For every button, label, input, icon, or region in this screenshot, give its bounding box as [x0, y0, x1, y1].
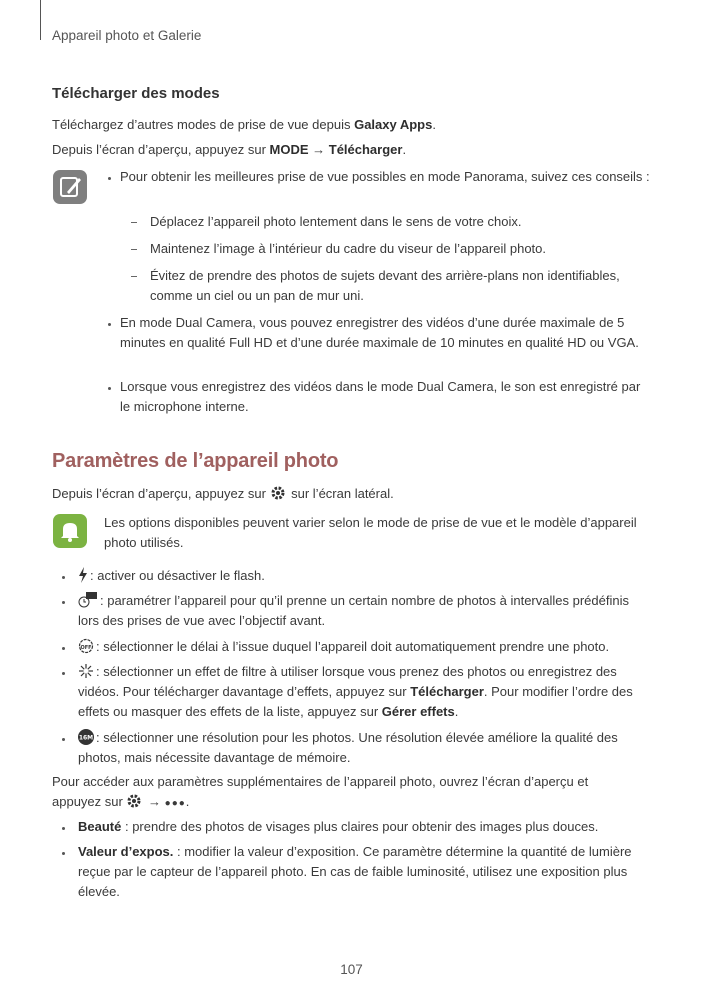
item-exposure: Valeur d’expos. : modifier la valeur d’exposition. Ce paramètre détermine la quantité de lumière reçue par le capteur de l’appareil photo. En cas de faible luminosité, utilisez une exposition plus élevée. [78, 844, 632, 899]
filter-effect-icon [78, 663, 94, 679]
more-options-icon: ●●● [164, 798, 186, 809]
note-bullet [108, 177, 111, 180]
download-line-2: Depuis l’écran d’aperçu, appuyez sur MODE → Télécharger. [52, 142, 407, 157]
note-sub-2: Maintenez l’image à l’intérieur du cadre du viseur de l’appareil photo. [150, 241, 547, 256]
download-line-1: Téléchargez d’autres modes de prise de vue depuis Galaxy Apps. [52, 117, 436, 132]
resolution-icon [78, 729, 94, 745]
pen-note-icon [53, 170, 87, 204]
timer-badge-text: OFF [80, 645, 92, 651]
note-bullet [108, 387, 111, 390]
section-title-settings: Paramètres de l’appareil photo [52, 450, 339, 472]
list-bullet [62, 827, 65, 830]
note-sub-3: Évitez de prendre des photos de sujets devant des arrière-plans non identifiables, comme un ciel ou un pan de mur uni. [150, 268, 620, 303]
section-title-download: Télécharger des modes [52, 85, 220, 102]
list-bullet [62, 672, 65, 675]
item-timer: OFF : sélectionner le délai à l’issue duquel l’appareil doit automatiquement prendre une photo. [78, 637, 658, 657]
more-settings: Pour accéder aux paramètres supplémentaires de l’appareil photo, ouvrez l’écran d’aperçu et appuyez sur → ●●●. [52, 774, 589, 809]
note-dual-duration: En mode Dual Camera, vous pouvez enregistrer des vidéos d’une durée maximale de 5 minutes en qualité Full HD et d’une durée maximale de 10 minutes en qualité HD ou VGA. [120, 315, 639, 350]
resolution-badge-text: 16M [78, 734, 94, 742]
note-sub-1: Déplacez l’appareil photo lentement dans le sens de votre choix. [150, 214, 522, 229]
sub-dash [131, 276, 137, 277]
page-number: 107 [340, 962, 363, 977]
item-flash: : activer ou désactiver le flash. [78, 566, 658, 586]
list-bullet [62, 647, 65, 650]
settings-intro: Depuis l’écran d’aperçu, appuyez sur sur l’écran latéral. [52, 486, 394, 501]
page-edge-marker [40, 0, 41, 40]
item-beaute: Beauté : prendre des photos de visages plus claires pour obtenir des images plus douces. [78, 819, 599, 834]
running-header: Appareil photo et Galerie [52, 28, 202, 43]
note-dual-audio: Lorsque vous enregistrez des vidéos dans le mode Dual Camera, le son est enregistré par le microphone interne. [120, 379, 641, 414]
list-bullet [62, 852, 65, 855]
note-bullet [108, 323, 111, 326]
list-bullet [62, 601, 65, 604]
bell-info-icon [53, 514, 87, 548]
timer-icon [78, 638, 94, 654]
sub-dash [131, 249, 137, 250]
item-interval: : paramétrer l’appareil pour qu’il prenne un certain nombre de photos à intervalles prédéfinis lors des prises de vue avec l’objectif avant. [78, 593, 629, 628]
note-panorama: Pour obtenir les meilleures prise de vue possibles en mode Panorama, suivez ces conseils : [120, 169, 650, 184]
settings-info-note: Les options disponibles peuvent varier selon le mode de prise de vue et le modèle d’appareil photo utilisés. [104, 515, 637, 550]
item-resolution: 16M : sélectionner une résolution pour les photos. Une résolution élevée améliore la qualité des photos, mais nécessite davantage de mémoire. [78, 730, 618, 765]
item-filter: : sélectionner un effet de filtre à utiliser lorsque vous prenez des photos ou enregistrez des vidéos. Pour télécharger davantage d’effets, appuyez sur Télécharger. Pour modifier l’ordre des effets ou masquer des effets de la liste, appuyez sur Gérer effets. [78, 664, 633, 719]
gear-icon [126, 793, 142, 809]
gear-icon [270, 485, 286, 501]
flash-icon [78, 567, 88, 583]
list-bullet [62, 738, 65, 741]
list-bullet [62, 576, 65, 579]
sub-dash [131, 222, 137, 223]
interval-shot-icon [78, 592, 98, 608]
